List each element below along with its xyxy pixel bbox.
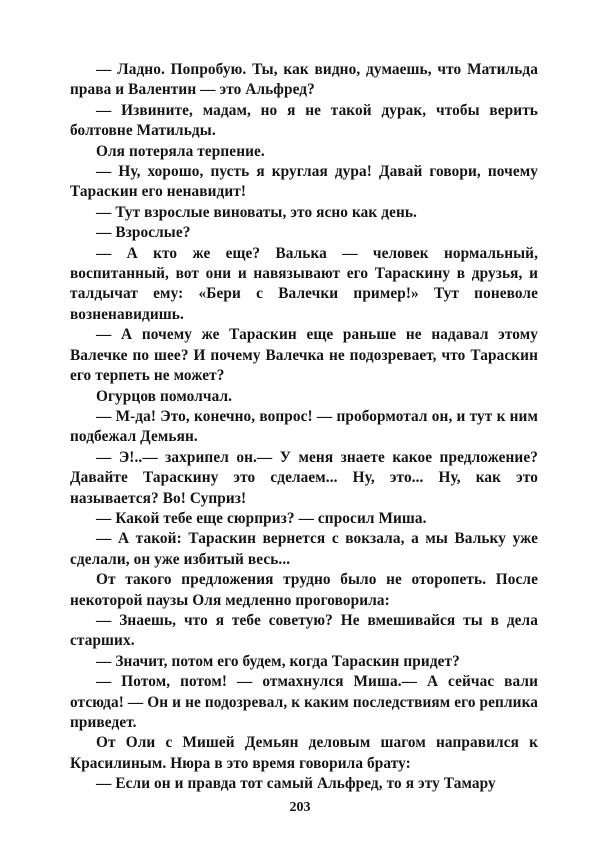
- paragraph: — Какой тебе еще сюрприз? — спросил Миша.: [96, 509, 427, 527]
- paragraph: Оля потеряла терпение.: [96, 142, 265, 160]
- paragraph: — А почему же Тараскин еще раньше не надавал этому Валечке по шее? И почему Валечка не подозревает, что Тараскин его терпеть не может?: [70, 326, 538, 385]
- paragraph: — Э!..— захрипел он.— У меня знаете какое предложение? Давайте Тараскину это сделаем... Ну, это... Ну, как это называется? Во! Суприз!: [70, 448, 538, 507]
- paragraph: — Значит, потом его будем, когда Тараскин придет?: [96, 652, 460, 670]
- paragraph: — Взрослые?: [96, 224, 191, 242]
- body-text: [70, 60, 538, 795]
- paragraph: — М-да! Это, конечно, вопрос! — пробормотал он, и тут к ним подбежал Демьян.: [70, 407, 538, 446]
- paragraph: — Тут взрослые виноваты, это ясно как день.: [96, 203, 417, 221]
- page-number: 203: [289, 800, 311, 815]
- paragraph: — Ладно. Попробую. Ты, как видно, думаешь, что Матильда права и Валентин — это Альфред?: [70, 61, 538, 99]
- paragraph: От такого предложения трудно было не оторопеть. После некоторой паузы Оля медленно проговорила:: [70, 571, 538, 609]
- paragraph: — А такой: Тараскин вернется с вокзала, а мы Вальку уже сделали, он уже избитый весь...: [70, 530, 538, 568]
- paragraph: От Оли с Мишей Демьян деловым шагом направился к Красилиным. Нюра в это время говорила брату:: [70, 734, 538, 772]
- paragraph: — Если он и правда тот самый Альфред, то я эту Тамару: [96, 775, 496, 793]
- paragraph: — Извините, мадам, но я не такой дурак, чтобы верить болтовне Матильды.: [70, 101, 538, 140]
- paragraph: — Знаешь, что я тебе советую? Не вмешивайся ты в дела старших.: [70, 611, 538, 650]
- paragraph: Огурцов помолчал.: [96, 387, 233, 405]
- paragraph: — Потом, потом! — отмахнулся Миша.— А сейчас вали отсюда! — Он и не подозревал, к каким последствиям его реплика приведет.: [70, 673, 538, 731]
- paragraph: — Ну, хорошо, пусть я круглая дура! Давай говори, почему Тараскин его ненавидит!: [70, 163, 538, 201]
- paragraph: — А кто же еще? Валька — человек нормальный, воспитанный, вот они и навязывают его Тараскину в друзья, и талдычат ему: «Бери с Валечки пример!» Тут поневоле возненавидишь.: [70, 244, 538, 323]
